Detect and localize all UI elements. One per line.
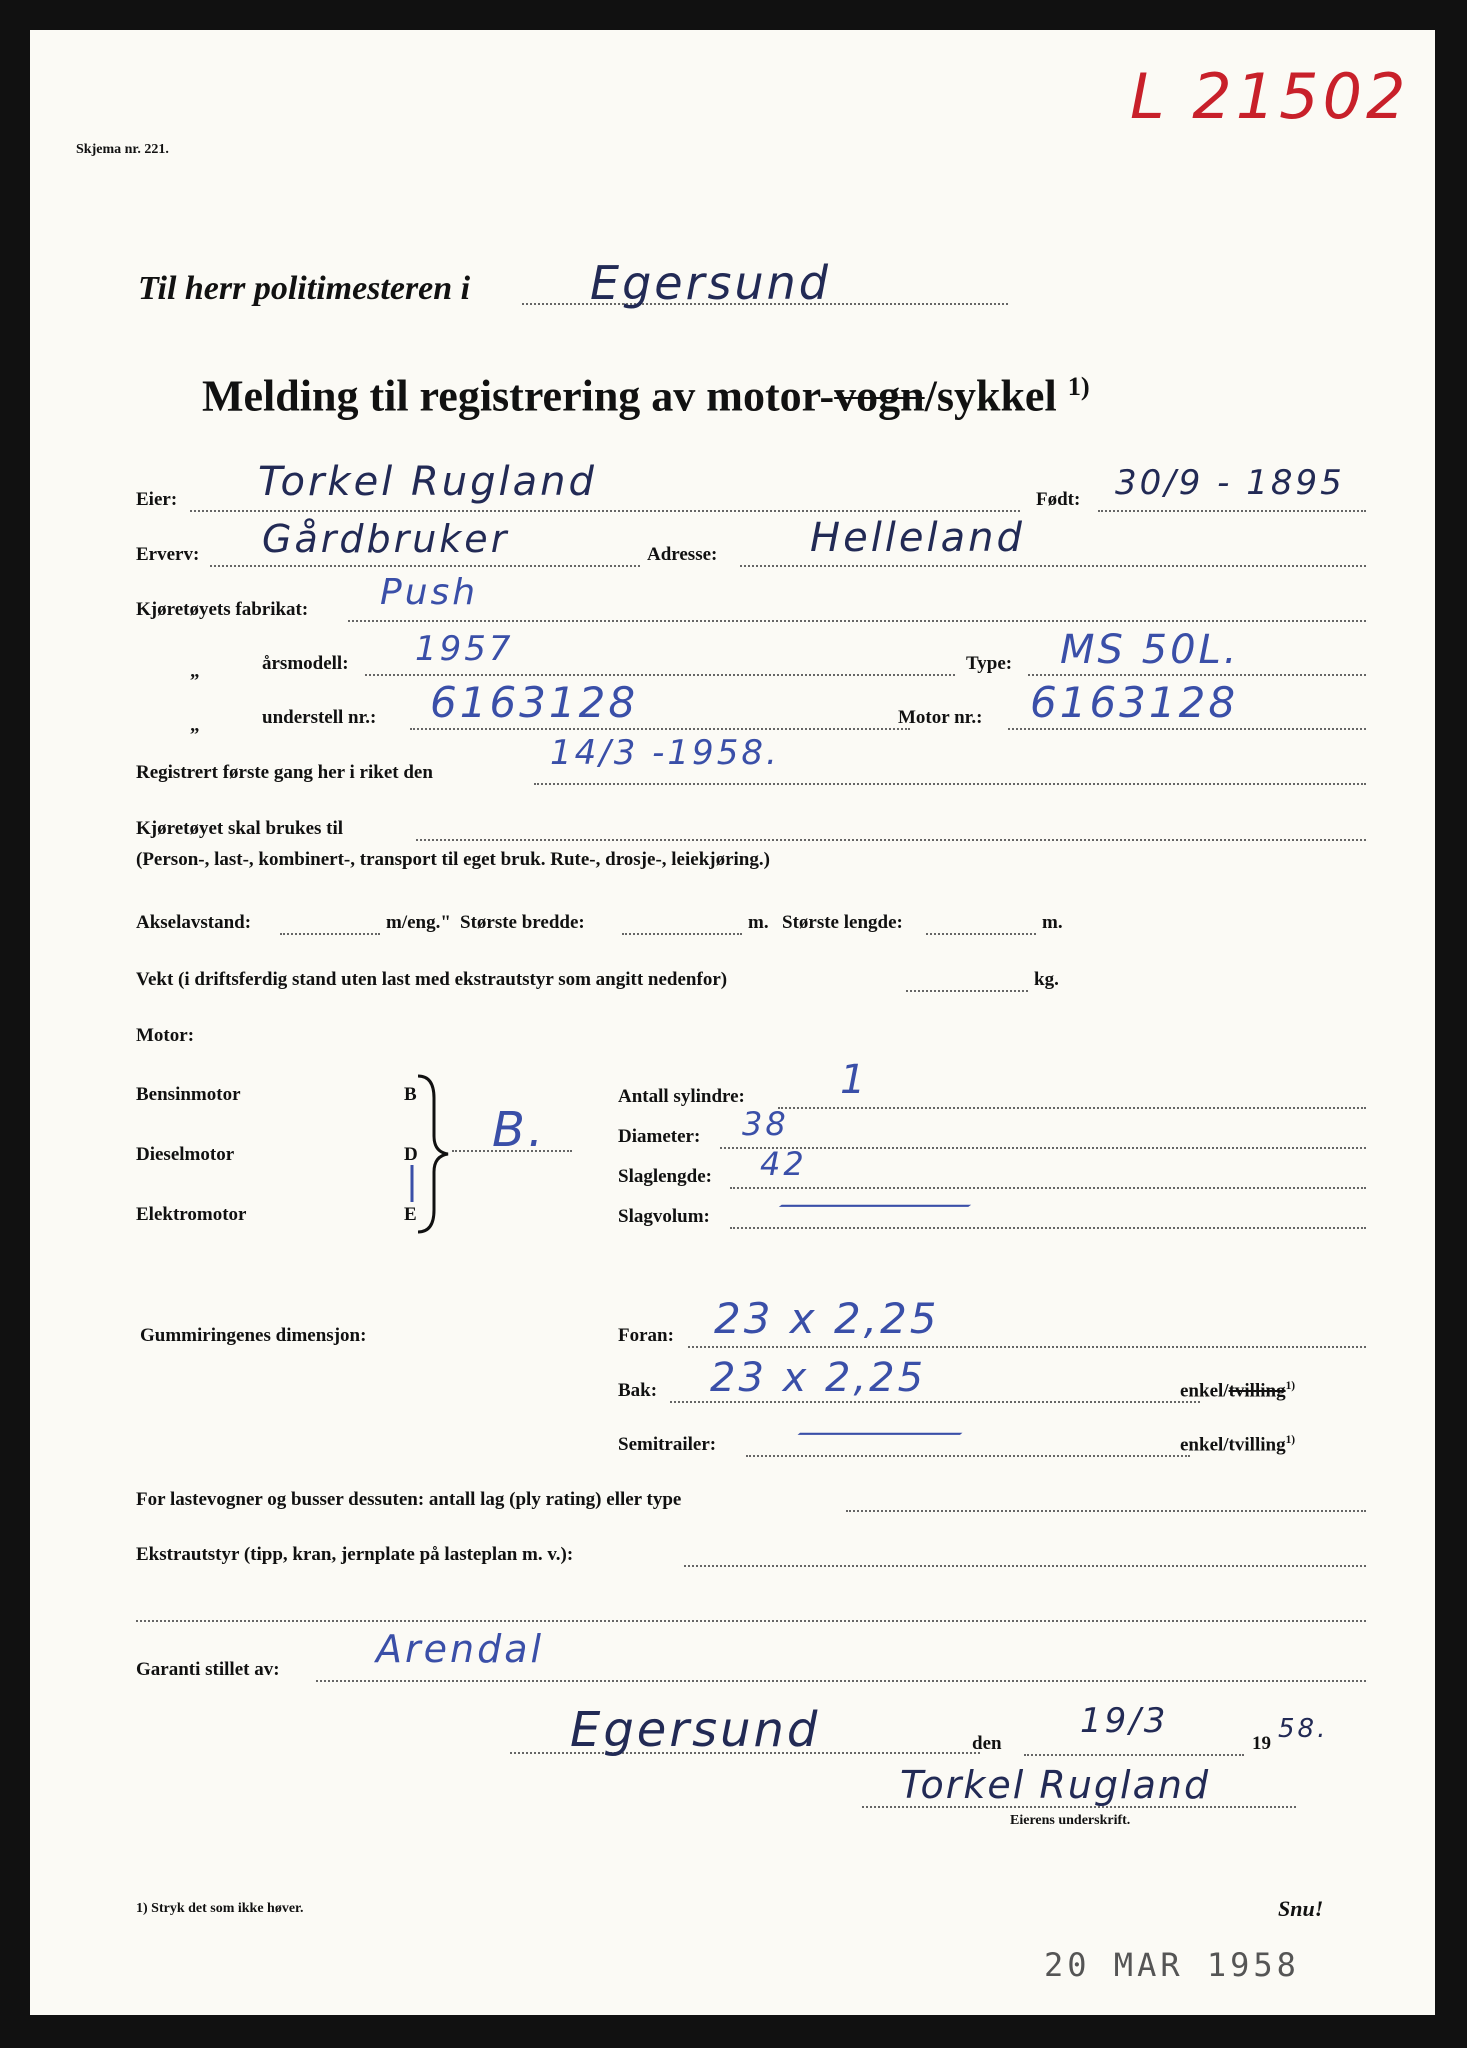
- born-value: 30/9 - 1895: [1115, 463, 1345, 503]
- form-number: Skjema nr. 221.: [76, 142, 169, 157]
- usage-hint: (Person-, last-, kombinert-, transport til eget bruk. Rute-, drosje-, leiekjøring.): [136, 849, 770, 870]
- first-registered-label: Registrert første gang her i riket den: [136, 762, 433, 783]
- owner-label: Eier:: [136, 489, 178, 510]
- width-label: Største bredde:: [460, 912, 585, 933]
- signature-label: Eierens underskrift.: [1010, 1813, 1131, 1828]
- stroke-label: Slaglengde:: [618, 1166, 712, 1187]
- chassis-label: understell nr.:: [262, 707, 377, 728]
- chassis-value: 6163128: [430, 678, 639, 727]
- first-registered-value: 14/3 -1958.: [550, 733, 780, 773]
- stroke-value: 42: [760, 1145, 807, 1183]
- motor-selected-value: B.: [492, 1102, 547, 1158]
- signing-year-prefix: 19: [1252, 1733, 1271, 1754]
- guarantee-label: Garanti stillet av:: [136, 1659, 280, 1680]
- motor-number-label: Motor nr.:: [898, 707, 983, 728]
- born-label: Født:: [1036, 489, 1081, 510]
- occupation-label: Erverv:: [136, 544, 200, 565]
- form-title: Melding til registrering av motor-vogn/sykkel $^{1)}$: [202, 371, 1090, 421]
- model-year-label: årsmodell:: [262, 653, 349, 674]
- motor-code-d: D: [404, 1144, 418, 1165]
- address-label: Adresse:: [647, 544, 718, 565]
- volume-line: [730, 1227, 1366, 1229]
- extras-label: Ekstrautstyr (tipp, kran, jernplate på lasteplan m. v.):: [136, 1544, 574, 1565]
- owner-signature: Torkel Rugland: [900, 1763, 1211, 1807]
- signing-place: Egersund: [570, 1702, 821, 1758]
- volume-value: —: [770, 1187, 1001, 1222]
- received-stamp: 20 MAR 1958: [1044, 1946, 1300, 1984]
- rear-single-twin: enkel/tvilling$^{1)}$: [1180, 1380, 1296, 1402]
- weight-label: Vekt (i driftsferdig stand uten last med ekstrautstyr som angitt nedenfor): [136, 969, 728, 990]
- rear-tyre-line: [670, 1401, 1200, 1403]
- usage-line: [416, 839, 1366, 841]
- guarantee-line: [316, 1680, 1366, 1682]
- tyres-label: Gummiringenes dimensjon:: [140, 1325, 367, 1346]
- diameter-line: [720, 1147, 1366, 1149]
- length-line: [926, 933, 1036, 935]
- usage-label: Kjøretøyet skal brukes til: [136, 818, 344, 839]
- motor-type-diesel: Dieselmotor: [136, 1144, 235, 1165]
- semitrailer-label: Semitrailer:: [618, 1434, 717, 1455]
- occupation-value: Gårdbruker: [262, 517, 510, 561]
- archive-number: L 21502: [1130, 60, 1410, 133]
- occupation-line: [210, 565, 640, 567]
- motor-type-petrol: Bensinmotor: [136, 1084, 241, 1105]
- born-line: [1098, 510, 1366, 512]
- cylinders-value: 1: [840, 1057, 869, 1103]
- width-line: [622, 933, 742, 935]
- length-unit: m.: [1042, 912, 1063, 933]
- model-year-value: 1957: [415, 629, 514, 669]
- rear-tyre-value: 23 x 2,25: [710, 1355, 927, 1401]
- motor-code-e: E: [404, 1204, 417, 1225]
- semitrailer-value: —: [790, 1415, 988, 1450]
- ditto-mark-2: „: [190, 715, 200, 736]
- width-unit: m.: [748, 912, 769, 933]
- type-line: [1028, 674, 1366, 676]
- diameter-value: 38: [742, 1105, 789, 1143]
- guarantee-value: Arendal: [376, 1627, 545, 1671]
- address-line: [740, 565, 1366, 567]
- signing-date-line: [1024, 1754, 1244, 1756]
- signing-date: 19/3: [1080, 1701, 1169, 1741]
- first-registered-line: [534, 783, 1366, 785]
- model-year-line: [365, 674, 955, 676]
- motor-label: Motor:: [136, 1025, 195, 1046]
- semitrailer-line: [746, 1455, 1190, 1457]
- manufacturer-value: Push: [380, 572, 479, 613]
- diameter-label: Diameter:: [618, 1126, 701, 1147]
- type-label: Type:: [966, 653, 1013, 674]
- signing-den-label: den: [972, 1733, 1002, 1754]
- manufacturer-line: [348, 620, 1366, 622]
- trucks-line: [846, 1510, 1366, 1512]
- cylinders-label: Antall sylindre:: [618, 1086, 745, 1107]
- front-tyre-line: [688, 1346, 1366, 1348]
- axle-unit: m/eng.": [386, 912, 451, 933]
- rear-tyre-label: Bak:: [618, 1380, 658, 1401]
- length-label: Største lengde:: [782, 912, 903, 933]
- ditto-mark-1: „: [190, 661, 200, 682]
- motor-brace: [400, 1070, 460, 1240]
- semitrailer-single-twin: enkel/tvilling$^{1)}$: [1180, 1434, 1296, 1456]
- manufacturer-label: Kjøretøyets fabrikat:: [136, 599, 309, 620]
- weight-unit: kg.: [1034, 969, 1059, 990]
- owner-line: [190, 510, 1020, 512]
- motor-number-line: [1008, 728, 1366, 730]
- chassis-line: [410, 728, 910, 730]
- extras-line-2: [136, 1620, 1366, 1622]
- motor-code-b: B: [404, 1084, 417, 1105]
- motor-number-value: 6163128: [1030, 678, 1239, 727]
- owner-value: Torkel Rugland: [258, 459, 597, 505]
- front-tyre-value: 23 x 2,25: [714, 1294, 940, 1343]
- cylinders-line: [778, 1107, 1366, 1109]
- axle-label: Akselavstand:: [136, 912, 252, 933]
- footnote: 1) Stryk det som ikke høver.: [136, 1901, 304, 1916]
- motor-type-electric: Elektromotor: [136, 1204, 247, 1225]
- turn-over: Snu!: [1278, 1896, 1324, 1921]
- extras-line: [684, 1565, 1366, 1567]
- volume-label: Slagvolum:: [618, 1206, 710, 1227]
- form-sheet: [30, 30, 1435, 2015]
- addressee-city: Egersund: [590, 256, 831, 310]
- signing-year-suffix: 58.: [1278, 1714, 1329, 1744]
- axle-line: [280, 933, 380, 935]
- addressee-prefix: Til herr politimesteren i: [138, 270, 471, 307]
- trucks-label: For lastevogner og busser dessuten: antall lag (ply rating) eller type: [136, 1489, 682, 1510]
- weight-line: [906, 990, 1028, 992]
- type-value: MS 50L.: [1060, 627, 1240, 673]
- address-value: Helleland: [810, 515, 1025, 561]
- front-tyre-label: Foran:: [618, 1325, 674, 1346]
